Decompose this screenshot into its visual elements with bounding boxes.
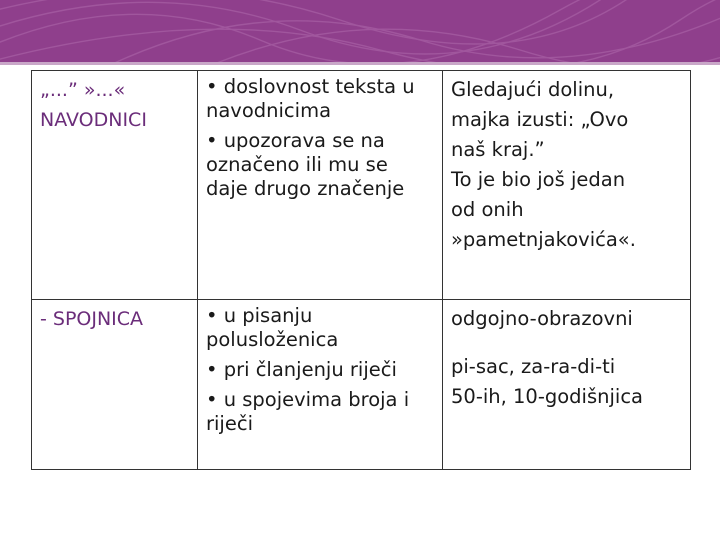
term-label: - SPOJNICA: [40, 308, 144, 330]
example-line: 50-ih, 10-godišnjica: [451, 385, 644, 408]
header-banner: [0, 0, 720, 62]
usage-item: • doslovnost teksta u navodnicima: [206, 75, 415, 122]
banner-pattern: [0, 0, 720, 62]
example-line: majka izusti: „Ovo: [451, 108, 629, 131]
term-label: NAVODNICI: [40, 109, 147, 131]
example-cell: [443, 71, 691, 300]
example-line: To je bio još jedan: [451, 168, 626, 191]
example-line: »pametnjakovića«.: [451, 228, 636, 251]
quote-symbols: „...” »...«: [40, 79, 126, 101]
example-cell: [443, 300, 691, 470]
table-row: [32, 71, 691, 300]
usage-item: • pri članjenju riječi: [206, 358, 397, 381]
banner-stripe: [0, 62, 720, 65]
example-line: odgojno-obrazovni: [451, 307, 633, 330]
usage-cell: [198, 300, 443, 470]
table-row: [32, 300, 691, 470]
usage-cell: [198, 71, 443, 300]
punctuation-table: [31, 70, 691, 470]
example-line: naš kraj.”: [451, 138, 545, 161]
example-line: pi-sac, za-ra-di-ti: [451, 355, 616, 378]
term-cell: [32, 300, 198, 470]
usage-item: • upozorava se na označeno ili mu se daje drugo značenje: [206, 129, 405, 200]
example-line: Gledajući dolinu,: [451, 78, 615, 101]
example-line: od onih: [451, 198, 524, 221]
usage-item: • u spojevima broja i riječi: [206, 388, 410, 435]
term-cell: [32, 71, 198, 300]
usage-item: • u pisanju polusloženica: [206, 304, 339, 351]
